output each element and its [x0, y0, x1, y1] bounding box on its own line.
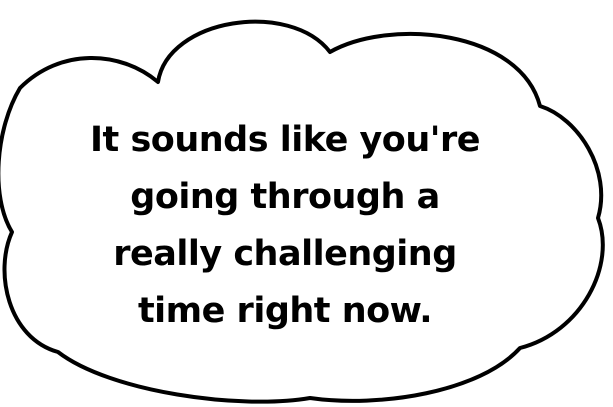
bubble-line-1: It sounds like you're [90, 120, 480, 160]
bubble-line-3: really challenging [113, 234, 457, 274]
bubble-message [60, 112, 510, 340]
bubble-line-4: time right now. [137, 291, 433, 331]
bubble-line-2: going through a [130, 177, 440, 217]
